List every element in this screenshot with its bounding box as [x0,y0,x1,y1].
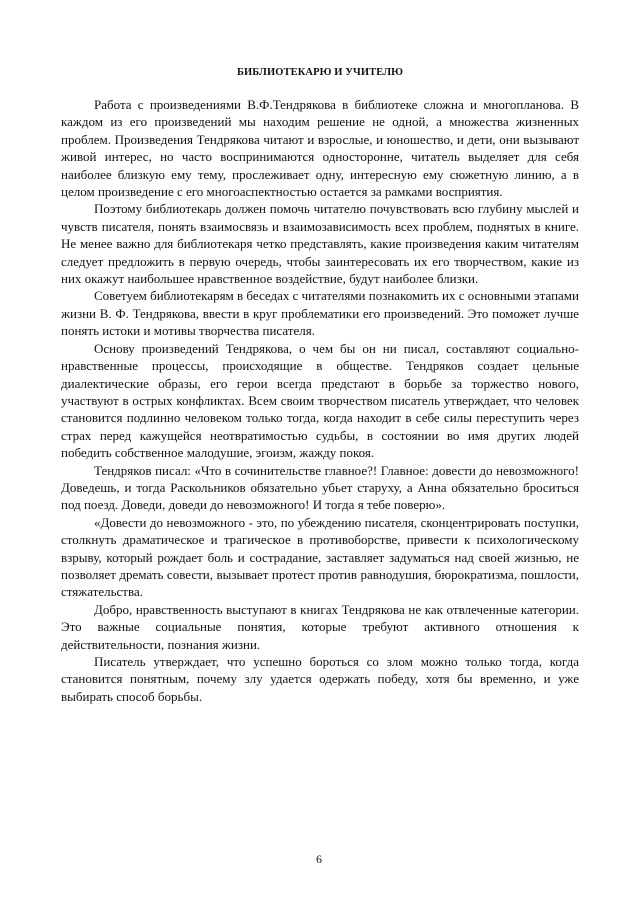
section-title: БИБЛИОТЕКАРЮ И УЧИТЕЛЮ [236,67,404,78]
paragraph: Писатель утверждает, что успешно бороться со злом можно только тогда, когда становится понятным, почему злу удается одержать победу, хотя бы временно, и уже выбирать способ борьбы. [61,654,579,704]
paragraph: Работа с произведениями В.Ф.Тендрякова в библиотеке сложна и многопланова. В каждом из его произведений мы находим решение не одной, а множества жизненных проблем. Произведения Тендрякова читают и взрослые, и юношество, и дети, они вызывают живой интерес, но часто воспринимаются односторонне, читатель выделяет для себя наиболее близкую ему тему, прослеживает одну, интересную ему сюжетную линию, а в целом произведение с его многоаспектностью остается за рамками восприятия. [61,97,579,200]
paragraph: Основу произведений Тендрякова, о чем бы он ни писал, составляют социально-нравственные процессы, происходящие в обществе. Тендряков создает цельные диалектические образы, его герои всегда предстают в борьбе за торжество нового, участвуют в острых конфликтах. Всем своим творчеством писатель утверждает, что человек становится подлинно человеком только тогда, когда находит в себе силы переступить через страх перед кажущейся неотвратимостью судьбы, в состоянии во имя других людей победить собственное малодушие, эгоизм, жажду покоя. [61,340,579,461]
paragraph: Добро, нравственность выступают в книгах Тендрякова не как отвлеченные категории. Это важные социальные понятия, которые требуют активного отношения к действительности, познания жизни. [61,601,579,652]
page-number: 6 [316,852,322,866]
paragraph: «Довести до невозможного - это, по убеждению писателя, сконцентрировать поступки, столкнуть драматическое и трагическое в противоборстве, привести к психологическому взрыву, который рождает боль и сострадание, заставляет задуматься над своей жизнью, не позволяет дремать совести, вызывает протест против равнодушия, бюрократизма, пошлости, стяжательства. [61,514,579,600]
paragraph: Поэтому библиотекарь должен помочь читателю почувствовать всю глубину мыслей и чувств писателя, понять взаимосвязь и взаимозависимость всех проблем, поднятых в книге. Не менее важно для библиотекаря четко представлять, какие произведения каким читателям следует предложить в первую очередь, чтобы заинтересовать их его творчеством, какие из них окажут наибольшее нравственное воздействие, будут наиболее близки. [61,201,579,287]
page-body [61,66,579,705]
paragraph: Тендряков писал: «Что в сочинительстве главное?! Главное: довести до невозможного! Доведешь, и тогда Раскольников обязательно убьет старуху, а Анна обязательно броситься под поезд. Доведи, доведи до невозможного! И тогда я тебе поверю». [61,462,579,513]
paragraph: Советуем библиотекарям в беседах с читателями познакомить их с основными этапами жизни В. Ф. Тендрякова, ввести в круг проблематики его произведений. Это поможет лучше понять истоки и мотивы творчества писателя. [61,288,579,339]
